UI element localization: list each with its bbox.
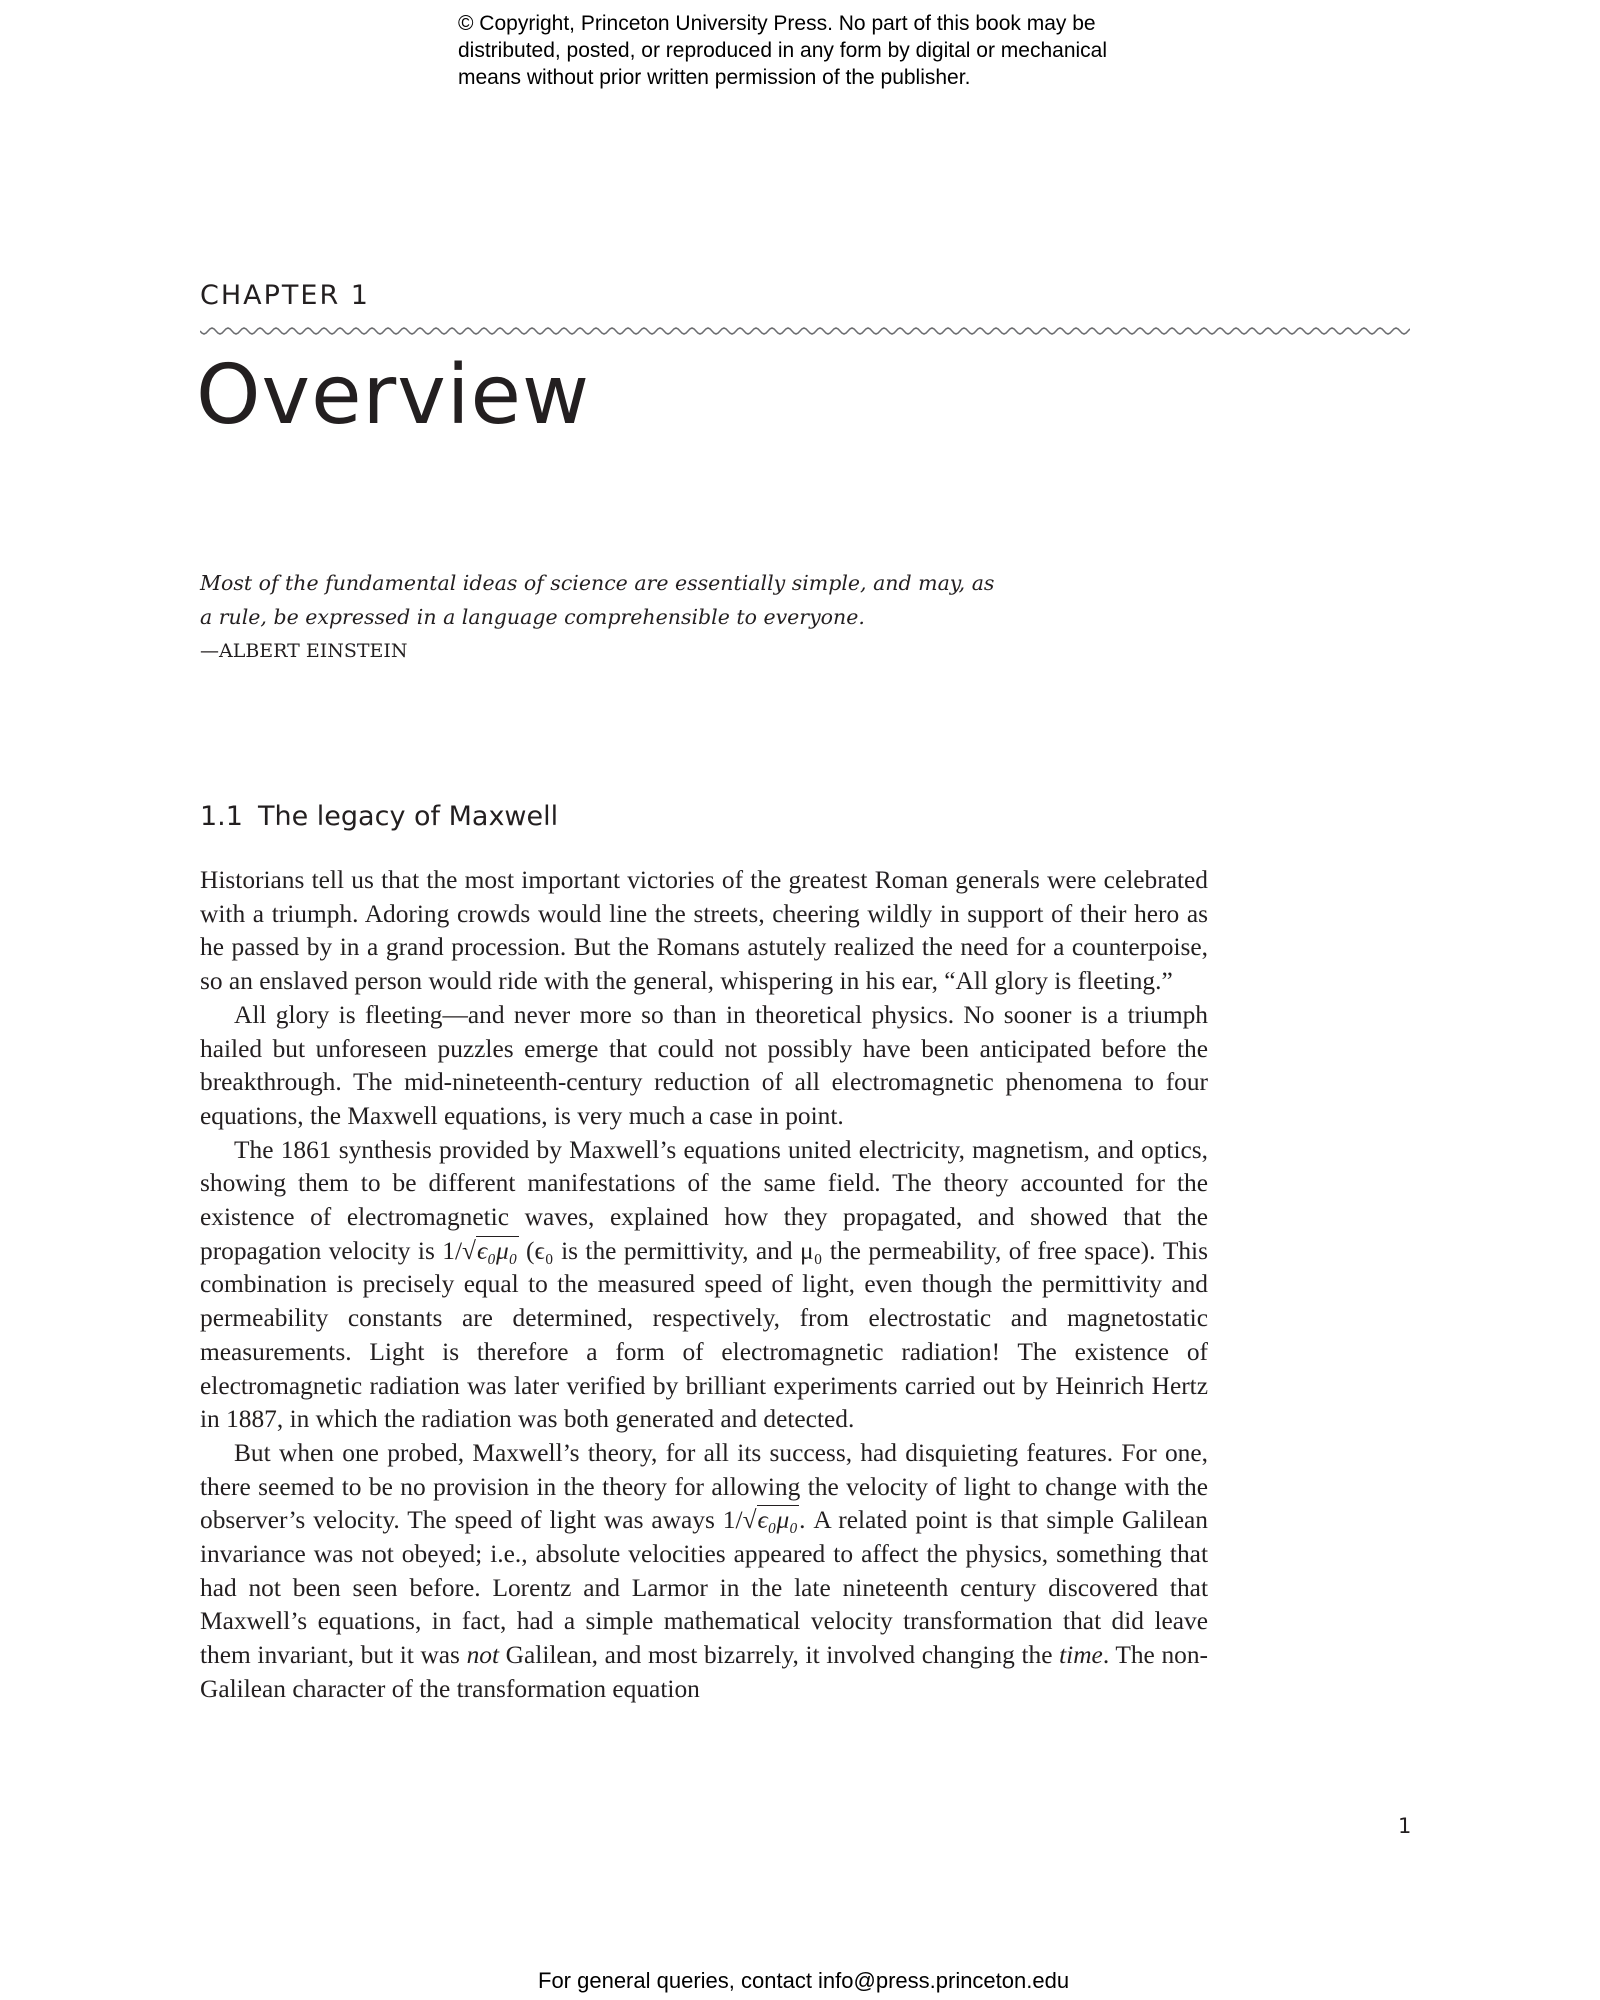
- text-run: (ϵ₀ is the permittivity, and μ₀ the permeability, of free space). This combination is precisely equal to the measured speed of light, even though the permittivity and permeability constants are determined, respectively, from electrostatic and magnetostatic measurements. Light is therefore a form of electromagnetic radiation! The existence of electromagnetic radiation was later verified by brilliant experiments carried out by Heinrich Hertz in 1887, in which the radiation was both generated and detected.: [200, 1236, 1208, 1434]
- copyright-notice: [458, 10, 1178, 91]
- sqrt-symbol: √: [462, 1236, 476, 1265]
- paragraph: All glory is fleeting—and never more so than in theoretical physics. No sooner is a triumph hailed but unforeseen puzzles emerge that could not possibly have been anticipated before the breakthrough. The mid-nineteenth-century reduction of all electromagnetic phenomena to four equations, the Maxwell equations, is very much a case in point.: [200, 1000, 1208, 1130]
- epigraph-line: a rule, be expressed in a language comprehensible to everyone.: [200, 605, 865, 629]
- paragraph: [200, 1437, 1208, 1707]
- text-run: The 1861 synthesis provided by Maxwell’s equations united electricity, magnetism, and optics, showing them to be different manifestations of the same field. The theory accounted for the existence of electromagnetic waves, explained how they propagated, and showed that the propagation velocity is 1/: [200, 1135, 1208, 1265]
- sqrt-radicand: ϵ₀μ₀: [476, 1236, 518, 1265]
- section-heading: [200, 801, 558, 832]
- text-run: But when one probed, Maxwell’s theory, for all its success, had disquieting features. For one, there seemed to be no provision in the theory for allowing the velocity of light to change with the observer’s velocity. The speed of light was aways 1/: [200, 1438, 1208, 1535]
- sqrt-radicand: ϵ₀μ₀: [757, 1506, 799, 1535]
- epigraph-quote: [200, 566, 1000, 634]
- text-run: . The non-Galilean character of the transformation equation: [200, 1641, 1209, 1703]
- epigraph: [200, 566, 1000, 668]
- chapter-label: CHAPTER 1: [200, 280, 370, 311]
- page-number: 1: [1398, 1814, 1412, 1838]
- emphasis: time: [1059, 1641, 1103, 1670]
- paragraph: Historians tell us that the most important victories of the greatest Roman generals were celebrated with a triumph. Adoring crowds would line the streets, cheering wildly in support of their hero as he passed by in a grand procession. But the Romans astutely realized the need for a counterpoise, so an enslaved person would ride with the general, whispering in his ear, “All glory is fleeting.”: [200, 866, 1208, 996]
- text-run: Galilean, and most bizarrely, it involved changing the: [499, 1641, 1060, 1670]
- section-number: 1.1: [200, 801, 243, 832]
- body-text: [200, 864, 1208, 1707]
- paragraph: [200, 1134, 1208, 1437]
- copyright-line: © Copyright, Princeton University Press. No part of this book may be: [458, 12, 1096, 35]
- copyright-line: means without prior written permission of the publisher.: [458, 66, 971, 89]
- chapter-wavy-rule: [200, 324, 1410, 338]
- epigraph-line: Most of the fundamental ideas of science are essentially simple, and may, as: [200, 571, 995, 595]
- sqrt-symbol: √: [742, 1506, 757, 1535]
- epigraph-attribution: —ALBERT EINSTEIN: [200, 640, 408, 662]
- footer-contact: For general queries, contact info@press.princeton.edu: [538, 1968, 1070, 1993]
- text-run: . A related point is that simple Galilean invariance was not obeyed; i.e., absolute velocities appeared to affect the physics, something that had not been seen before. Lorentz and Larmor in the late nineteenth century discovered that Maxwell’s equations, in fact, had a simple mathematical velocity transformation that did leave them invariant, but it was: [200, 1506, 1209, 1670]
- section-title: The legacy of Maxwell: [258, 801, 559, 832]
- chapter-title: Overview: [196, 348, 591, 443]
- copyright-line: distributed, posted, or reproduced in any form by digital or mechanical: [458, 39, 1108, 62]
- emphasis: not: [466, 1641, 500, 1670]
